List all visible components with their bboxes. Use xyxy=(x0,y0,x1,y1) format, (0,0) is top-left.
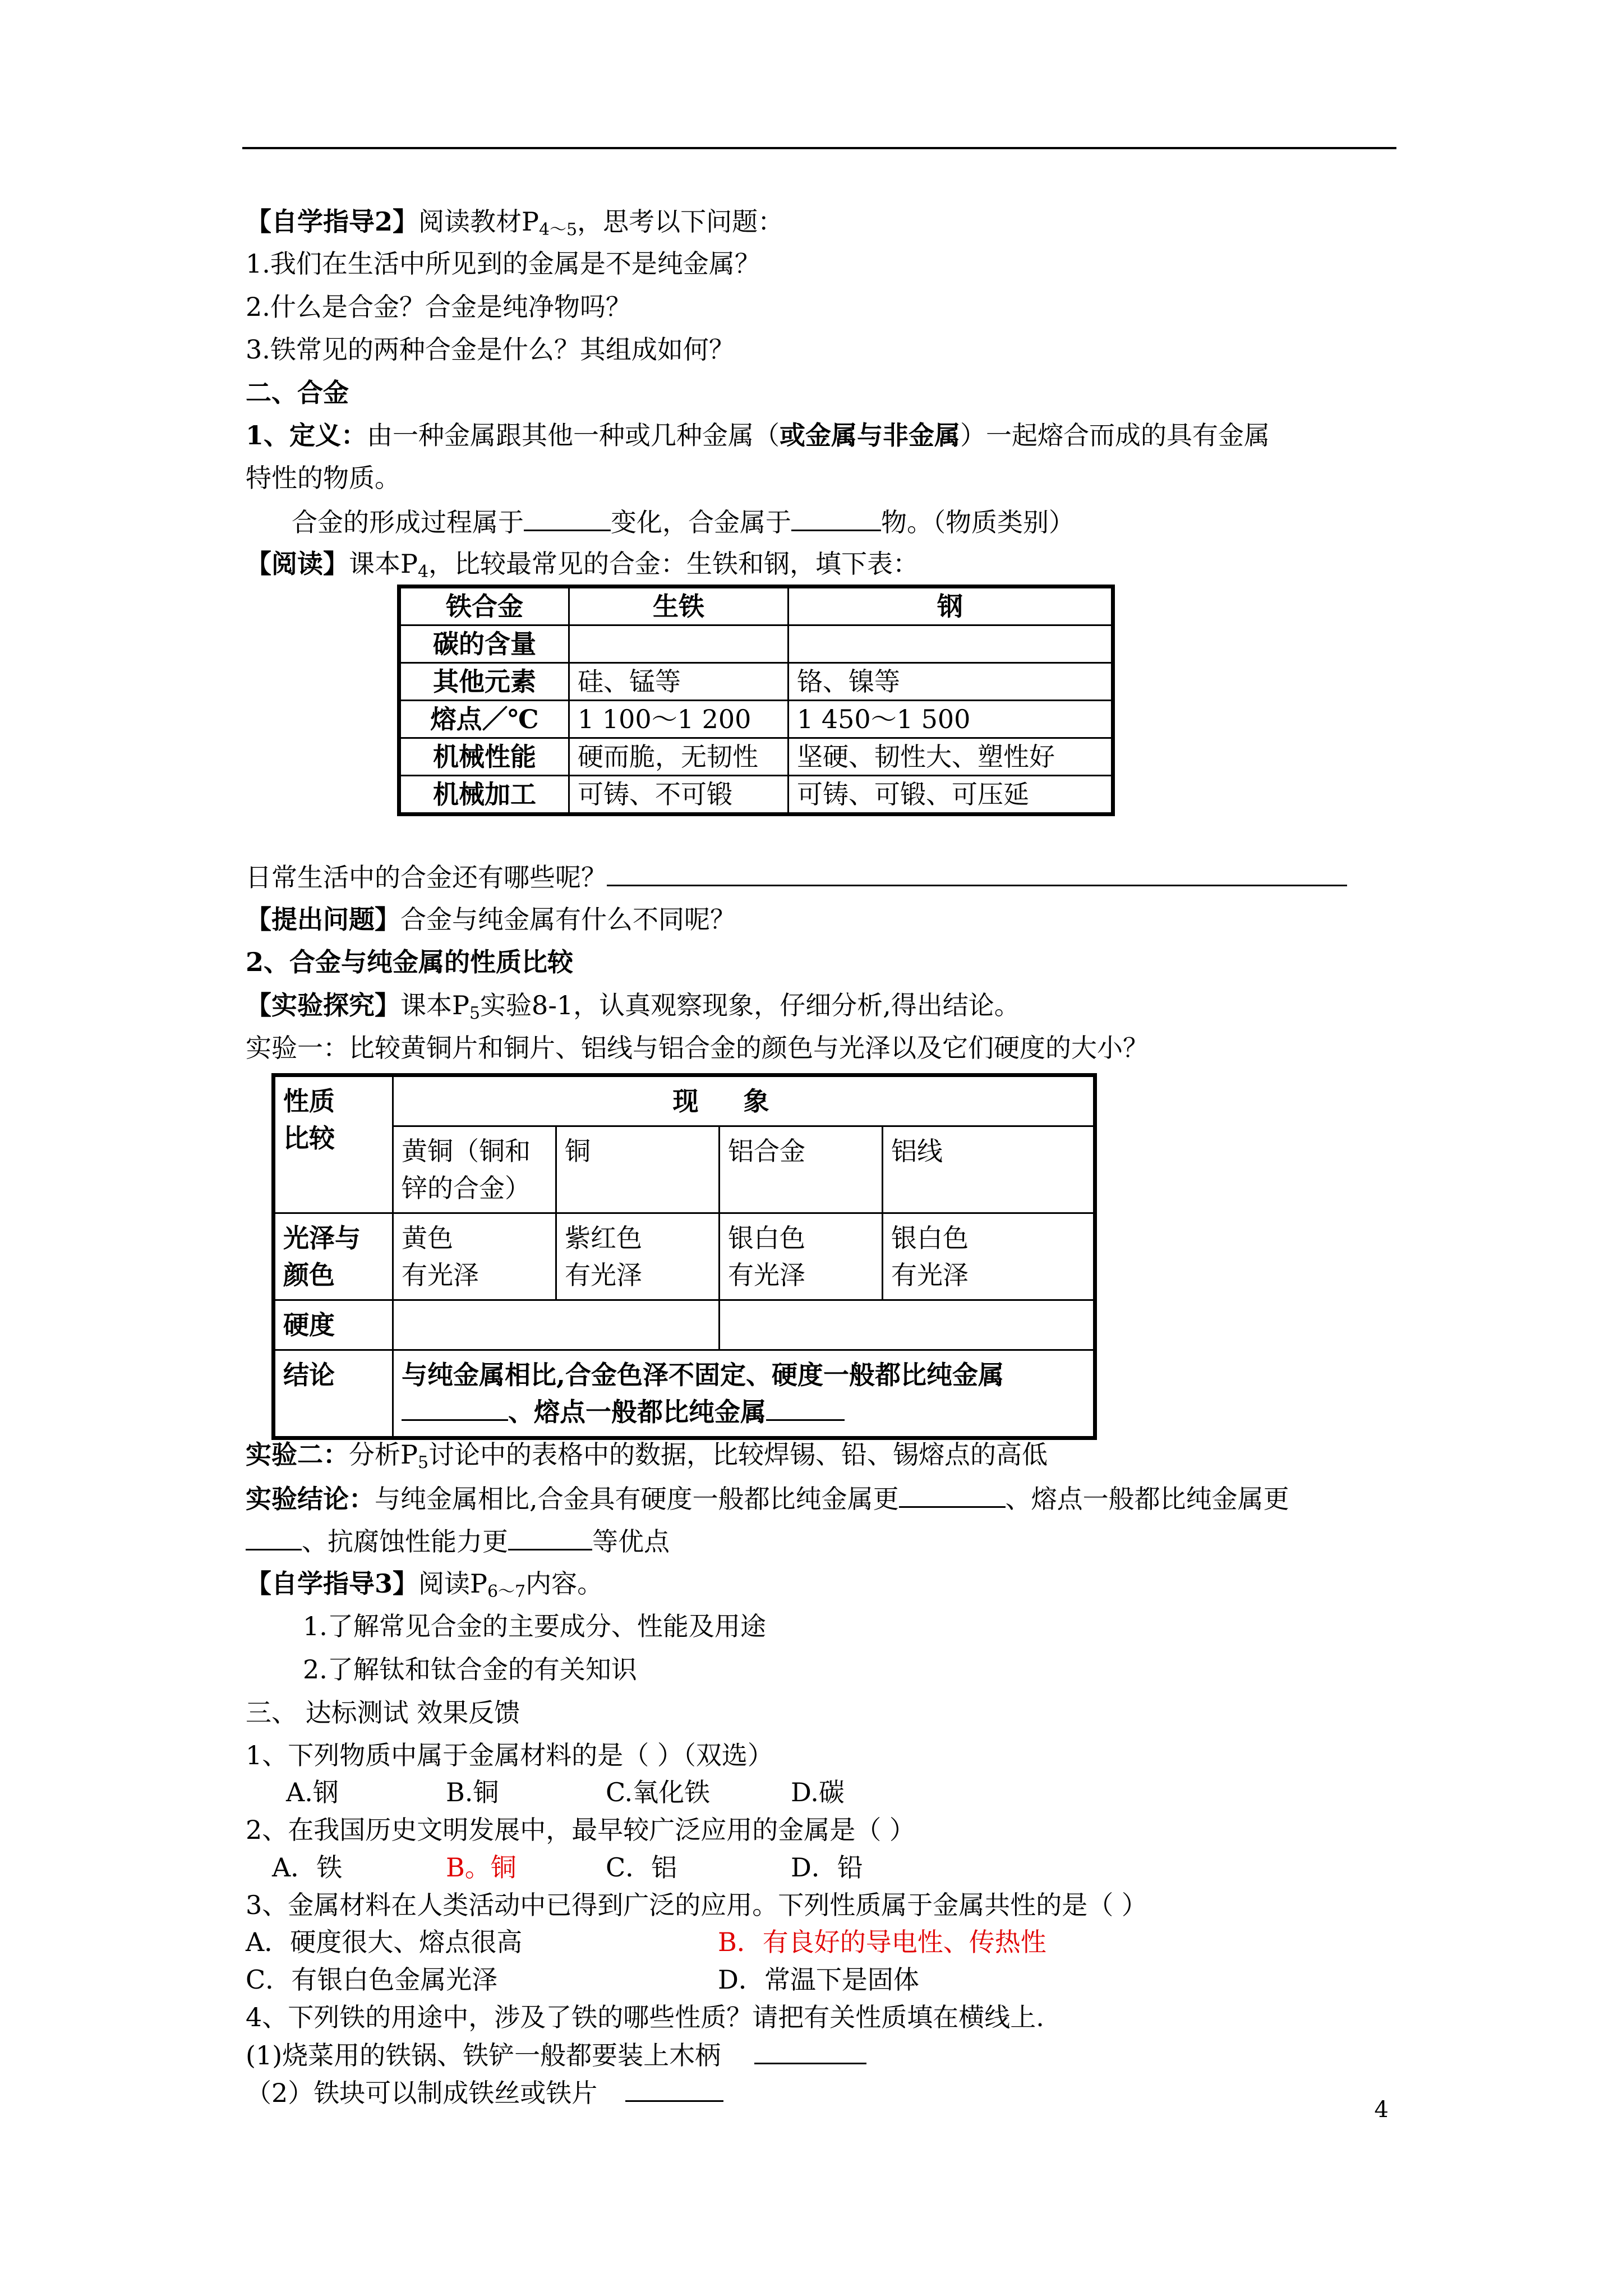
alloy-fill-sentence: 合金的形成过程属于 变化，合金属于 物。（物质类别） xyxy=(292,505,1075,539)
quiz-question-4: 4、下列铁的用途中，涉及了铁的哪些性质？请把有关性质填在横线上. xyxy=(246,2002,1044,2032)
material-cell: 铝合金 xyxy=(720,1126,883,1213)
guide2-question-3: 3.铁常见的两种合金是什么？其组成如何？ xyxy=(246,334,735,365)
quiz-question-1: 1、下列物质中属于金属材料的是（ ）（双选） xyxy=(246,1740,773,1770)
hardness-label-cell: 硬度 xyxy=(274,1300,393,1350)
row-label: 机械加工 xyxy=(399,776,569,815)
blank-change-type[interactable] xyxy=(524,505,611,531)
materials-row xyxy=(274,1126,1095,1213)
experiment-two: 实验二：分析$P_5$讨论中的表格中的数据，比较焊锡、铅、锡熔点的高低 xyxy=(246,1439,1048,1473)
table-header-cell: 铁合金 xyxy=(399,587,569,625)
table-cell: 硅、锰等 xyxy=(569,663,789,701)
quiz-q2-option-a[interactable]: A．铁 xyxy=(272,1852,343,1883)
quiz-q4-item-1: (1)烧菜用的铁锅、铁铲一般都要装上木柄 xyxy=(246,2038,866,2072)
guide2-question-2: 2.什么是合金？合金是纯净物吗？ xyxy=(246,292,631,322)
table-cell: 可铸、不可锻 xyxy=(569,776,789,815)
guide2-heading: 【自学指导2】阅读教材$P_{4\sim 5}$，思考以下问题： xyxy=(246,206,784,240)
definition-line: 1、定义：由一种金属跟其他一种或几种金属（或金属与非金属）一起熔合而成的具有金属 xyxy=(246,420,1270,450)
luster-cell: 银白色 有光泽 xyxy=(720,1213,883,1300)
conclusion-cell: 与纯金属相比,合金色泽不固定、硬度一般都比纯金属 、熔点一般都比纯金属 xyxy=(393,1350,1095,1438)
blank-substance-type[interactable] xyxy=(791,505,881,531)
row-label: 碳的含量 xyxy=(399,625,569,663)
table-cell: 1 450～1 500 xyxy=(789,701,1113,738)
quiz-q2-option-d[interactable]: D．铅 xyxy=(791,1852,863,1883)
row-label: 熔点／℃ xyxy=(399,701,569,738)
blank-alloy-melting[interactable] xyxy=(246,1524,302,1550)
luster-label-cell: 光泽与 颜色 xyxy=(274,1213,393,1300)
quiz-q3-option-a[interactable]: A．硬度很大、熔点很高 xyxy=(246,1927,523,1957)
prop-label-cell: 性质 比较 xyxy=(274,1075,393,1213)
luster-row xyxy=(274,1213,1095,1300)
quiz-question-3: 3、金属材料在人类活动中已得到广泛的应用。下列性质属于金属共性的是（ ） xyxy=(246,1890,1147,1920)
table-cell: 可铸、可锻、可压延 xyxy=(789,776,1113,815)
material-cell: 铝线 xyxy=(883,1126,1095,1213)
quiz-q1-option-d[interactable]: D.碳 xyxy=(791,1777,845,1807)
quiz-q3-option-d[interactable]: D．常温下是固体 xyxy=(718,1964,919,1995)
blank-corrosion[interactable] xyxy=(508,1524,592,1550)
quiz-question-2: 2、在我国历史文明发展中，最早较广泛应用的金属是（ ） xyxy=(246,1815,915,1845)
section-test-title: 三、 达标测试 效果反馈 xyxy=(246,1697,520,1728)
quiz-q1-option-c[interactable]: C.氧化铁 xyxy=(606,1777,711,1807)
guide3-item-1: 1.了解常见合金的主要成分、性能及用途 xyxy=(303,1611,766,1641)
header-rule xyxy=(242,147,1396,149)
conclusion-label-cell: 结论 xyxy=(274,1350,393,1438)
blank-q4-2[interactable] xyxy=(625,2076,723,2102)
material-cell: 黄铜（铜和 锌的合金） xyxy=(393,1126,556,1213)
blank-melting-point[interactable] xyxy=(766,1395,845,1421)
quiz-q1-option-a[interactable]: A.钢 xyxy=(286,1777,339,1807)
table-header-cell: 钢 xyxy=(789,587,1113,625)
guide3-item-2: 2.了解钛和钛合金的有关知识 xyxy=(303,1654,637,1685)
page-number: 4 xyxy=(1374,2097,1389,2123)
table-cell: 硬而脆，无韧性 xyxy=(569,738,789,776)
luster-cell: 紫红色 有光泽 xyxy=(556,1213,720,1300)
quiz-q1-option-b[interactable]: B.铜 xyxy=(446,1777,499,1807)
hardness-cell-brass-copper[interactable] xyxy=(393,1300,720,1350)
guide2-question-1: 1.我们在生活中所见到的金属是不是纯金属？ xyxy=(246,249,760,279)
blank-q4-1[interactable] xyxy=(754,2038,866,2064)
experiment-conclusion-2: 、抗腐蚀性能力更 等优点 xyxy=(246,1524,670,1558)
table-row xyxy=(399,738,1113,776)
table-row xyxy=(399,776,1113,815)
quiz-q4-item-2: （2）铁块可以制成铁丝或铁片 xyxy=(246,2076,723,2109)
daily-alloys-question: 日常生活中的合金还有哪些呢？ xyxy=(246,860,1347,894)
quiz-q3-option-c[interactable]: C．有银白色金属光泽 xyxy=(246,1964,498,1995)
table-cell: 坚硬、韧性大、塑性好 xyxy=(789,738,1113,776)
experiment-conclusion: 实验结论：与纯金属相比,合金具有硬度一般都比纯金属更 、熔点一般都比纯金属更 xyxy=(246,1481,1289,1515)
blank-alloy-hardness[interactable] xyxy=(899,1481,1006,1508)
table-cell: 铬、镍等 xyxy=(789,663,1113,701)
experiment-one: 实验一：比较黄铜片和铜片、铝线与铝合金的颜色与光泽以及它们硬度的大小？ xyxy=(246,1033,1149,1063)
material-cell: 铜 xyxy=(556,1126,720,1213)
row-label: 机械性能 xyxy=(399,738,569,776)
definition-line-2: 特性的物质。 xyxy=(246,463,400,493)
luster-cell: 黄色 有光泽 xyxy=(393,1213,556,1300)
reading-instruction: 【阅读】课本$P_4$，比较最常见的合金：生铁和钢，填下表： xyxy=(246,549,919,582)
table-cell[interactable] xyxy=(569,625,789,663)
hardness-cell-aluminum[interactable] xyxy=(720,1300,1095,1350)
table-row xyxy=(399,625,1113,663)
phenomenon-header: 现象 xyxy=(393,1075,1095,1126)
blank-daily-alloys[interactable] xyxy=(607,860,1347,886)
quiz-q3-option-b[interactable]: B．有良好的导电性、传热性 xyxy=(718,1927,1046,1957)
table-header-cell: 生铁 xyxy=(569,587,789,625)
table-cell[interactable] xyxy=(789,625,1113,663)
table-cell: 1 100～1 200 xyxy=(569,701,789,738)
table-header-row xyxy=(399,587,1113,625)
table-row xyxy=(399,701,1113,738)
property-compare-table xyxy=(271,1073,1097,1440)
raise-question: 【提出问题】合金与纯金属有什么不同呢？ xyxy=(246,904,736,935)
hardness-row xyxy=(274,1300,1095,1350)
section-compare-title: 2、合金与纯金属的性质比较 xyxy=(246,947,574,977)
blank-hardness[interactable] xyxy=(402,1395,508,1421)
conclusion-row xyxy=(274,1350,1095,1438)
luster-cell: 银白色 有光泽 xyxy=(883,1213,1095,1300)
quiz-q2-option-b[interactable]: B。铜 xyxy=(446,1852,517,1883)
row-label: 其他元素 xyxy=(399,663,569,701)
iron-alloy-table xyxy=(397,585,1115,816)
guide3-heading: 【自学指导3】阅读$P_{6\sim 7}$内容。 xyxy=(246,1568,603,1602)
section-alloy-title: 二、合金 xyxy=(246,378,349,408)
experiment-instruction: 【实验探究】课本$P_5$实验8-1，认真观察现象，仔细分析,得出结论。 xyxy=(246,990,1020,1023)
table-row xyxy=(399,663,1113,701)
quiz-q2-option-c[interactable]: C．铝 xyxy=(606,1852,677,1883)
